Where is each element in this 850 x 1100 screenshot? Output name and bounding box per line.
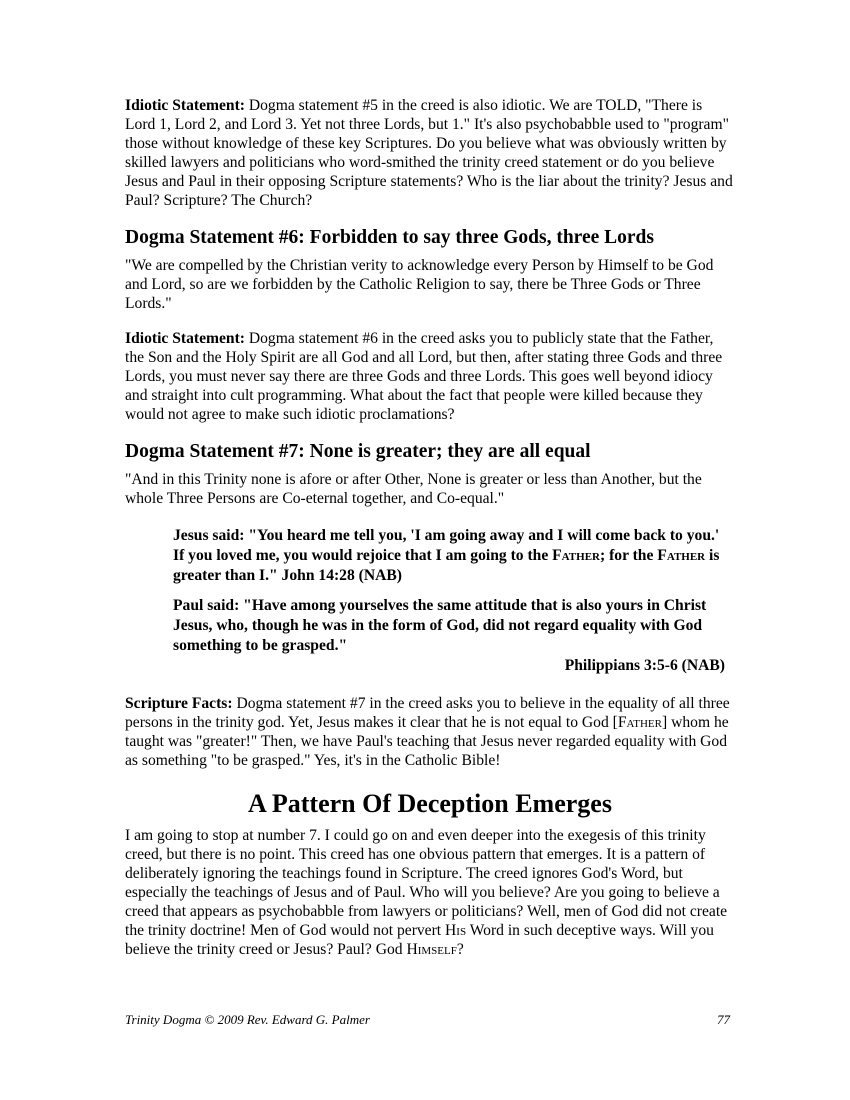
document-page bbox=[125, 96, 735, 975]
page-footer bbox=[125, 1012, 730, 1028]
heading-pattern-of-deception: A Pattern Of Deception Emerges bbox=[248, 789, 612, 818]
label-idiotic-statement: Idiotic Statement: bbox=[125, 330, 245, 347]
paragraph-pattern: I am going to stop at number 7. I could go on and even deeper into the exegesis of this trinity creed, but there is no point. This creed has one obvious pattern that emerges. It is a pattern of deliberately ignoring the teachings found in Scripture. The creed ignores God's Word, but especially the teachings of Jesus and of Paul. Who will you believe? Are you going to believe a creed that appears as psychobabble from lawyers or politicians? Well, men of God did not create the trinity doctrine! Men of God would not pervert His Word in such deceptive ways. Will you believe the trinity creed or Jesus? Paul? God Himself? bbox=[125, 827, 728, 958]
label-idiotic-statement: Idiotic Statement: bbox=[125, 97, 245, 114]
jesus-quote: Jesus said: "You heard me tell you, 'I am going away and I will come back to you.' If you loved me, you would rejoice that I am going to the Father; for the Father is greater than I." John 14:28 (NAB) bbox=[173, 527, 720, 584]
paragraph-idiotic-6: Idiotic Statement: Dogma statement #6 in the creed asks you to publicly state that the Father, the Son and the Holy Spirit are all God and all Lord, but then, after stating three Gods and three Lords, you must never say there are three Gods and three Lords. This goes well beyond idiocy and straight into cult programming. What about the fact that people were killed because they would not agree to make such idiotic proclamations? bbox=[125, 330, 723, 423]
paul-quote: Paul said: "Have among yourselves the same attitude that is also yours in Christ Jesus, who, though he was in the form of God, did not regard equality with God something to be grasped." bbox=[173, 597, 707, 654]
creed-quote-7: "And in this Trinity none is afore or after Other, None is greater or less than Another, but the whole Three Persons are Co-eternal together, and Co-equal." bbox=[125, 471, 702, 507]
paragraph-scripture-facts: Scripture Facts: Dogma statement #7 in the creed asks you to believe in the equality of all three persons in the trinity god. Yet, Jesus makes it clear that he is not equal to God [Father] whom he taught was "greater!" Then, we have Paul's teaching that Jesus never regarded equality with God as something "to be grasped." Yes, it's in the Catholic Bible! bbox=[125, 695, 730, 769]
label-scripture-facts: Scripture Facts: bbox=[125, 695, 233, 712]
heading-dogma-6: Dogma Statement #6: Forbidden to say three Gods, three Lords bbox=[125, 227, 654, 248]
heading-dogma-7: Dogma Statement #7: None is greater; they are all equal bbox=[125, 441, 591, 462]
creed-quote-6: "We are compelled by the Christian verity to acknowledge every Person by Himself to be God and Lord, so are we forbidden by the Catholic Religion to say, there be Three Gods or Three Lords." bbox=[125, 257, 714, 312]
paul-quote-reference: Philippians 3:5-6 (NAB) bbox=[564, 657, 725, 674]
footer-copyright: Trinity Dogma © 2009 Rev. Edward G. Palmer bbox=[125, 1012, 370, 1027]
paragraph-idiotic-5: Idiotic Statement: Dogma statement #5 in the creed is also idiotic. We are TOLD, "There is Lord 1, Lord 2, and Lord 3. Yet not three Lords, but 1." It's also psychobabble used to "program" those without knowledge of these key Scriptures. Do you believe what was obviously written by skilled lawyers and politicians who word-smithed the trinity creed statement or do you believe Jesus and Paul in their opposing Scripture statements? Who is the liar about the trinity? Jesus and Paul? Scripture? The Church? bbox=[125, 97, 733, 209]
page-number: 77 bbox=[717, 1012, 730, 1027]
